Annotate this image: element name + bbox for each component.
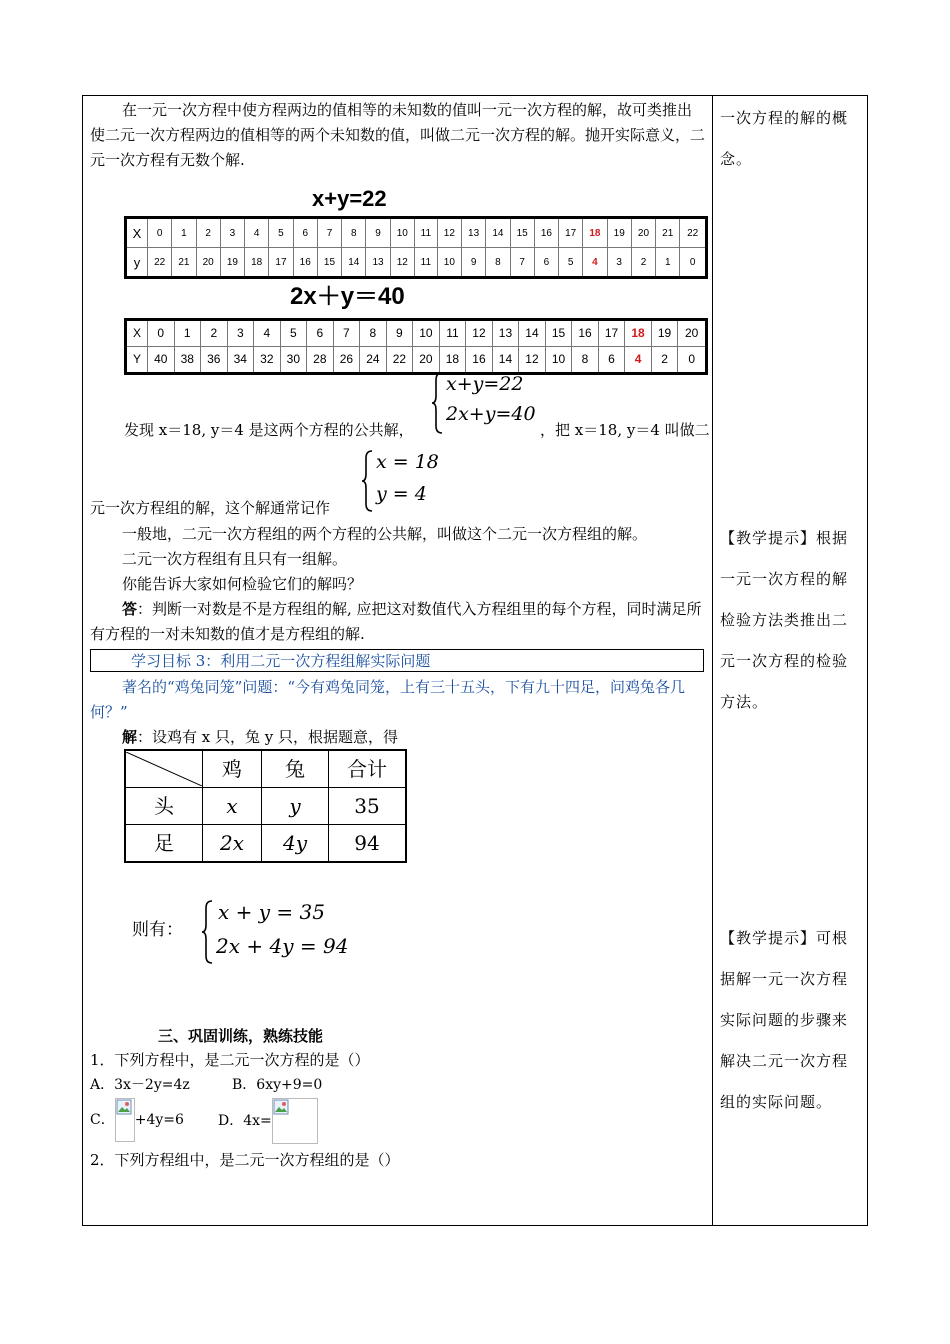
then-label: 则有： [132, 920, 183, 940]
system-1 [432, 370, 542, 434]
y-value-cell: 15 [317, 248, 341, 278]
y-value-cell: 4 [583, 248, 607, 278]
learning-goal-3: 学习目标 3：利用二元一次方程组解实际问题 [90, 649, 704, 672]
x-value-cell: 11 [414, 218, 437, 248]
row-label-feet: 足 [125, 825, 203, 863]
x-value-cell: 9 [366, 218, 390, 248]
y-value-cell: 13 [366, 248, 390, 278]
x-value-cell: 1 [174, 320, 201, 347]
header-chicken: 鸡 [203, 750, 262, 788]
y-value-cell: 8 [486, 248, 510, 278]
header-rabbit: 兔 [262, 750, 329, 788]
y-value-cell: 16 [293, 248, 317, 278]
x-value-cell: 5 [280, 320, 307, 347]
y-value-cell: 6 [598, 347, 625, 374]
x-value-cell: 9 [386, 320, 413, 347]
chicken-rabbit-problem: 著名的“鸡兔同笼”问题：“今有鸡兔同笼，上有三十五头，下有九十四足，问鸡兔各几何？” [90, 678, 686, 721]
heads-rabbit: y [262, 788, 329, 825]
left-brace-icon [432, 372, 444, 434]
y-value-cell: 7 [510, 248, 534, 278]
x-value-cell: 4 [254, 320, 281, 347]
y-value-cell: 4 [625, 347, 652, 374]
discover-text-c: 元一次方程组的解，这个解通常记作 [90, 499, 331, 517]
y-value-cell: 34 [227, 347, 254, 374]
y-value-cell: 10 [437, 248, 461, 278]
diagonal-header-cell [125, 750, 203, 788]
x-value-cell: 5 [269, 218, 293, 248]
x-value-cell: 17 [598, 320, 625, 347]
system-1-line-1: x+y=22 [446, 373, 524, 395]
x-value-cell: 6 [307, 320, 334, 347]
solution-label: 解 [122, 728, 138, 746]
x-value-cell: 13 [461, 218, 485, 248]
x-value-cell: 19 [651, 320, 678, 347]
question-1: 1．下列方程中，是二元一次方程的是（） [90, 1051, 370, 1069]
x-value-cell: 19 [607, 218, 631, 248]
y-value-cell: 24 [360, 347, 387, 374]
x-value-cell: 10 [413, 320, 440, 347]
solution-setup [90, 725, 706, 750]
y-value-cell: 10 [545, 347, 572, 374]
x-value-cell: 16 [572, 320, 599, 347]
y-value-cell: 2 [631, 248, 655, 278]
answer-paragraph [90, 597, 706, 647]
broken-image-icon [115, 1098, 135, 1142]
discover-text-a: 发现 x＝18, y＝4 是这两个方程的公共解， [124, 421, 414, 439]
x-value-cell: 15 [510, 218, 534, 248]
broken-image-icon [272, 1098, 318, 1144]
x-row-label: X [126, 218, 148, 248]
y-value-cell: 1 [656, 248, 680, 278]
heads-chicken: x [203, 788, 262, 825]
x-value-cell: 14 [519, 320, 546, 347]
intro-paragraph: 在一元一次方程中使方程两边的值相等的未知数的值叫一元一次方程的解，故可类推出使二元一次方程两边的值相等的两个未知数的值，叫做二元一次方程的解。抛开实际意义，二元一次方程有无数个解. [90, 101, 706, 169]
y-value-cell: 20 [196, 248, 220, 278]
solution-system [362, 448, 452, 512]
question-1-option-d [218, 1098, 318, 1144]
x-value-cell: 21 [656, 218, 680, 248]
y-value-cell: 40 [148, 347, 175, 374]
count-table [124, 749, 407, 863]
feet-total: 94 [329, 825, 407, 863]
x-value-cell: 13 [492, 320, 519, 347]
column-divider [712, 95, 713, 1226]
discover-text-b: ，把 x＝18, y＝4 叫做二 [540, 421, 710, 439]
x-value-cell: 22 [680, 218, 707, 248]
feet-rabbit: 4y [262, 825, 329, 863]
solution-line-1: x = 18 [376, 451, 439, 473]
x-value-cell: 20 [631, 218, 655, 248]
unique-solution-note: 二元一次方程组有且只有一组解。 [122, 550, 348, 568]
option-c-suffix: +4y=6 [134, 1111, 184, 1128]
solution-line-2: y = 4 [376, 483, 427, 505]
equation-title-2: 2x＋y＝40 [290, 283, 405, 310]
y-value-cell: 20 [413, 347, 440, 374]
y-value-cell: 26 [333, 347, 360, 374]
main-column [90, 98, 710, 1169]
check-question: 你能告诉大家如何检验它们的解吗？ [122, 575, 363, 593]
x-value-cell: 7 [333, 320, 360, 347]
y-value-cell: 14 [342, 248, 366, 278]
y-value-cell: 12 [519, 347, 546, 374]
solution-table-1 [124, 216, 708, 279]
x-value-cell: 3 [220, 218, 244, 248]
header-total: 合计 [329, 750, 407, 788]
y-value-cell: 22 [386, 347, 413, 374]
question-1-option-b: B．6xy+9=0 [232, 1077, 323, 1093]
x-value-cell: 3 [227, 320, 254, 347]
x-value-cell: 1 [172, 218, 196, 248]
answer-text: ：判断一对数是不是方程组的解, 应把这对数值代入方程组里的每个方程，同时满足所有方程的一对未知数的值才是方程组的解. [90, 600, 702, 643]
y-value-cell: 11 [414, 248, 437, 278]
y-value-cell: 32 [254, 347, 281, 374]
y-value-cell: 18 [245, 248, 269, 278]
y-row-label: Y [126, 347, 148, 374]
x-value-cell: 10 [390, 218, 414, 248]
x-value-cell: 18 [583, 218, 607, 248]
x-value-cell: 16 [534, 218, 558, 248]
y-value-cell: 6 [534, 248, 558, 278]
feet-chicken: 2x [203, 825, 262, 863]
y-value-cell: 2 [651, 347, 678, 374]
option-d-prefix: D．4x= [218, 1112, 272, 1129]
y-value-cell: 3 [607, 248, 631, 278]
x-value-cell: 4 [245, 218, 269, 248]
x-value-cell: 18 [625, 320, 652, 347]
question-1-option-c [90, 1098, 184, 1142]
y-value-cell: 36 [201, 347, 228, 374]
question-1-option-a: A．3x－2y=4z [90, 1077, 190, 1093]
side-note-tip-2: 【教学提示】可根据解一元一次方程实际问题的步骤来解决二元一次方程组的实际问题。 [720, 929, 849, 1111]
y-value-cell: 18 [439, 347, 466, 374]
option-c-prefix: C． [90, 1111, 115, 1128]
section-3-title: 三、巩固训练，熟练技能 [158, 1027, 324, 1045]
y-value-cell: 5 [559, 248, 583, 278]
y-value-cell: 19 [220, 248, 244, 278]
system-1-line-2: 2x+y=40 [446, 403, 536, 425]
x-value-cell: 2 [201, 320, 228, 347]
y-value-cell: 22 [148, 248, 172, 278]
y-value-cell: 28 [307, 347, 334, 374]
side-note-tip-1: 【教学提示】根据一元一次方程的解检验方法类推出二元一次方程的检验方法。 [720, 529, 849, 711]
y-value-cell: 0 [678, 347, 707, 374]
x-value-cell: 14 [486, 218, 510, 248]
x-value-cell: 6 [293, 218, 317, 248]
y-value-cell: 9 [461, 248, 485, 278]
side-notes-column [720, 98, 862, 1111]
answer-label: 答 [122, 600, 138, 618]
system-2-line-1: x + y = 35 [218, 900, 325, 924]
y-value-cell: 12 [390, 248, 414, 278]
y-value-cell: 21 [172, 248, 196, 278]
x-value-cell: 2 [196, 218, 220, 248]
x-value-cell: 7 [317, 218, 341, 248]
solution-table-2 [124, 318, 708, 375]
left-brace-icon [202, 900, 214, 964]
row-label-heads: 头 [125, 788, 203, 825]
x-value-cell: 8 [342, 218, 366, 248]
x-value-cell: 15 [545, 320, 572, 347]
x-value-cell: 0 [148, 320, 175, 347]
x-value-cell: 20 [678, 320, 707, 347]
equation-title-1: x+y=22 [312, 186, 387, 211]
system-2-line-2: 2x + 4y = 94 [216, 934, 349, 958]
left-brace-icon [362, 450, 374, 512]
question-2: 2．下列方程组中，是二元一次方程组的是（） [90, 1151, 400, 1169]
side-note-concept: 一次方程的解的概念。 [720, 109, 849, 168]
system-2 [202, 898, 362, 966]
y-value-cell: 30 [280, 347, 307, 374]
x-value-cell: 12 [437, 218, 461, 248]
x-value-cell: 17 [559, 218, 583, 248]
y-value-cell: 14 [492, 347, 519, 374]
y-row-label: y [126, 248, 148, 278]
y-value-cell: 0 [680, 248, 707, 278]
y-value-cell: 8 [572, 347, 599, 374]
diagonal-line-icon [126, 752, 202, 786]
solution-setup-text: ：设鸡有 x 只，兔 y 只，根据题意，得 [137, 728, 399, 746]
y-value-cell: 38 [174, 347, 201, 374]
general-definition: 一般地，二元一次方程组的两个方程的公共解，叫做这个二元一次方程组的解。 [122, 525, 648, 543]
heads-total: 35 [329, 788, 407, 825]
x-value-cell: 12 [466, 320, 493, 347]
x-value-cell: 8 [360, 320, 387, 347]
y-value-cell: 16 [466, 347, 493, 374]
x-row-label: X [126, 320, 148, 347]
x-value-cell: 11 [439, 320, 466, 347]
x-value-cell: 0 [148, 218, 172, 248]
y-value-cell: 17 [269, 248, 293, 278]
